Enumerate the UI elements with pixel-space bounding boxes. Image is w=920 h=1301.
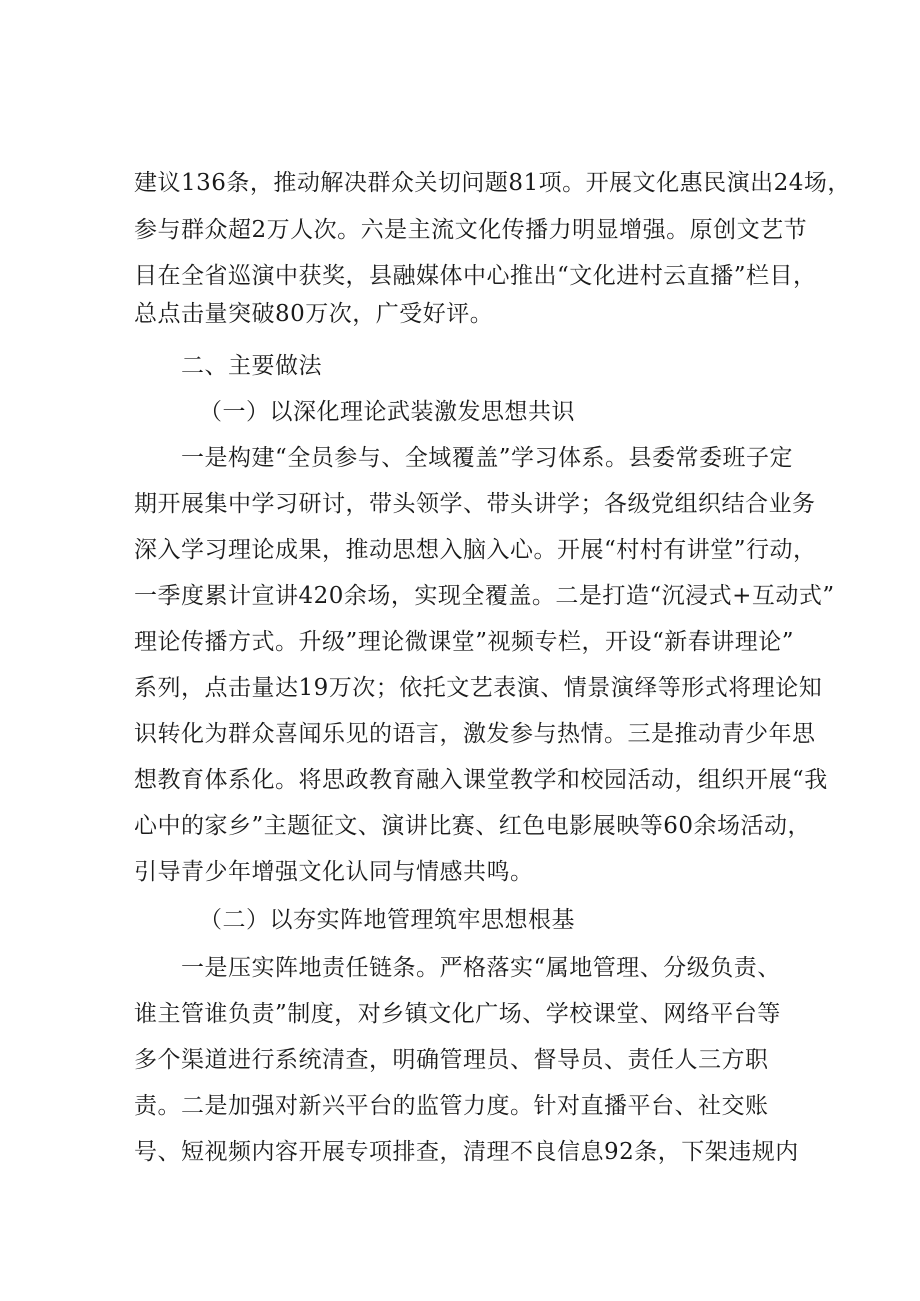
paragraph-line: 心中的家乡”主题征文、演讲比赛、红色电影展映等60余场活动，: [134, 813, 812, 839]
section-heading: 二、主要做法: [181, 353, 322, 379]
paragraph-line: 总点击量突破80万次，广受好评。: [134, 301, 494, 327]
paragraph-line: 一是压实阵地责任链条。严格落实“属地管理、分级负责、: [181, 955, 781, 981]
paragraph-line: 想教育体系化。将思政教育融入课堂教学和校园活动，组织开展“我: [134, 767, 828, 793]
subsection-heading: （二）以夯实阵地管理筑牢思想根基: [199, 907, 575, 933]
paragraph-line: 多个渠道进行系统清查，明确管理员、督导员、责任人三方职: [134, 1047, 769, 1073]
paragraph-line: 深入学习理论成果，推动思想入脑入心。开展“村村有讲堂”行动，: [134, 537, 817, 563]
paragraph-line: 建议136条，推动解决群众关切问题81项。开展文化惠民演出24场，: [134, 170, 851, 196]
paragraph-line: 引导青少年增强文化认同与情感共鸣。: [134, 859, 534, 885]
paragraph-line: 一是构建“全员参与、全域覆盖”学习体系。县委常委班子定: [181, 445, 794, 471]
paragraph-line: 理论传播方式。升级”理论微课堂”视频专栏，开设“新春讲理论”: [134, 629, 795, 655]
paragraph-line: 期开展集中学习研讨，带头领学、带头讲学；各级党组织结合业务: [134, 491, 816, 517]
paragraph-line: 责。二是加强对新兴平台的监管力度。针对直播平台、社交账: [134, 1093, 769, 1119]
subsection-heading: （一）以深化理论武装激发思想共识: [199, 399, 575, 425]
paragraph-line: 目在全省巡演中获奖，县融媒体中心推出“文化进村云直播”栏目，: [134, 263, 817, 289]
paragraph-line: 一季度累计宣讲420余场，实现全覆盖。二是打造“沉浸式+互动式”: [134, 583, 835, 609]
paragraph-line: 参与群众超2万人次。六是主流文化传播力明显增强。原创文艺节: [134, 217, 808, 243]
paragraph-line: 号、短视频内容开展专项排查，清理不良信息92条，下架违规内: [134, 1139, 799, 1165]
paragraph-line: 识转化为群众喜闻乐见的语言，激发参与热情。三是推动青少年思: [134, 721, 816, 747]
paragraph-line: 系列，点击量达19万次；依托文艺表演、情景演绎等形式将理论知: [134, 675, 823, 701]
paragraph-line: 谁主管谁负责”制度，对乡镇文化广场、学校课堂、网络平台等: [134, 1001, 781, 1027]
